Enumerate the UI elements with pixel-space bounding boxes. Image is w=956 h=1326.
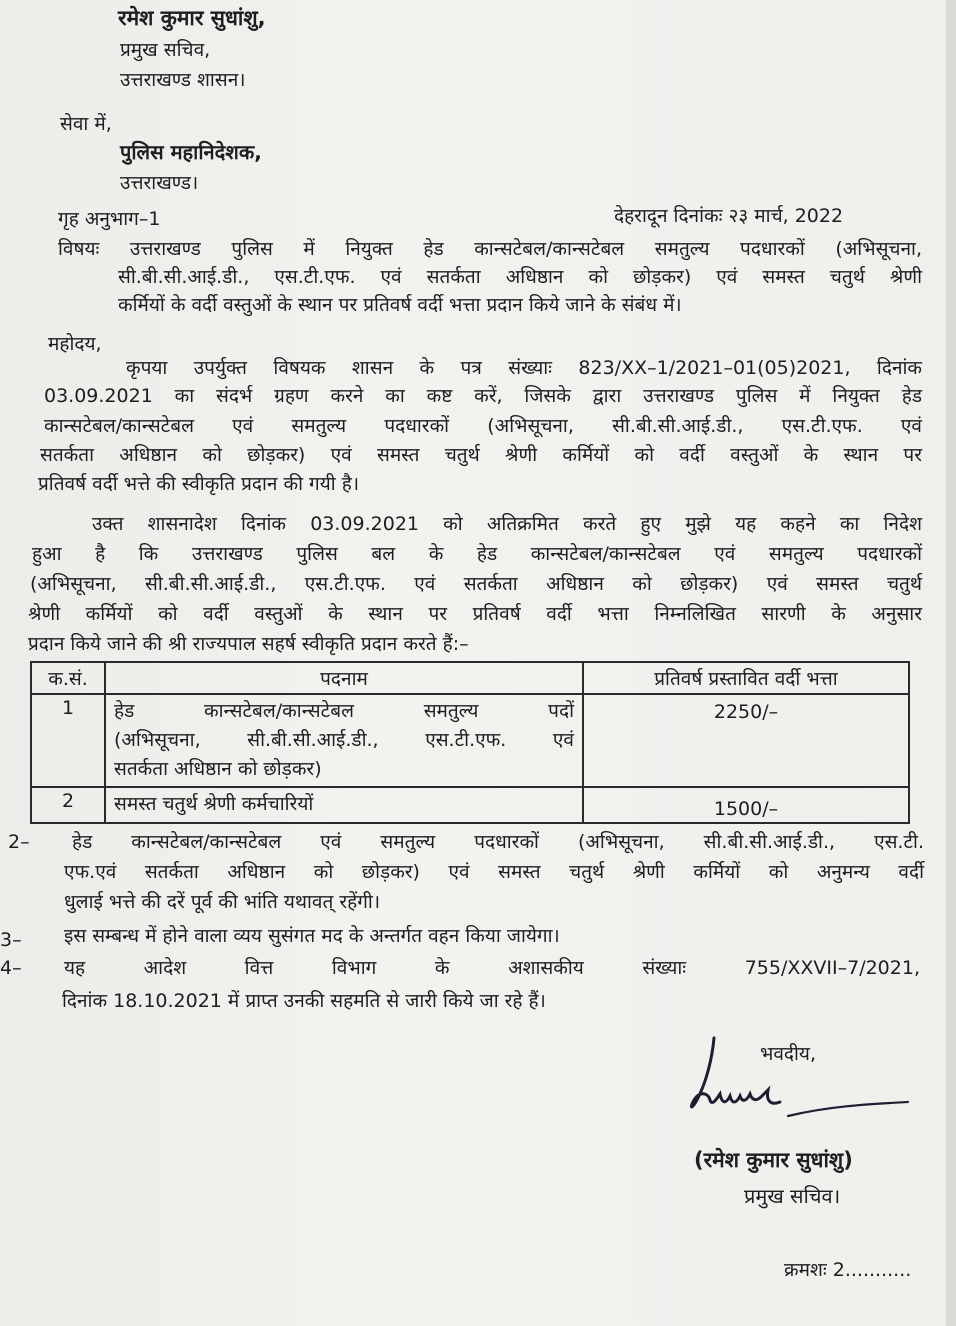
row2-post: समस्त चतुर्थ श्रेणी कर्मचारियों xyxy=(105,787,583,823)
signatory-name: (रमेश कुमार सुधांशु) xyxy=(694,1148,853,1172)
table-row xyxy=(31,787,909,823)
salutation: महोदय, xyxy=(48,333,102,355)
sender-org: उत्तराखण्ड शासन। xyxy=(120,69,246,91)
closing-regards: भवदीय, xyxy=(760,1043,816,1065)
point2-line-1: हेड कान्सटेबल/कान्सटेबल एवं समतुल्य पदधारकों (अभिसूचना, सी.बी.सी.आई.डी., एस.टी. xyxy=(72,831,924,853)
point2-line-2: एफ.एवं सतर्कता अधिष्ठान को छोड़कर) एवं समस्त चतुर्थ श्रेणी कर्मियों को अनुमन्य वर्दी xyxy=(64,861,924,883)
row1-sn: 1 xyxy=(31,694,105,787)
point3-text: इस सम्बन्ध में होने वाला व्यय सुसंगत मद के अन्तर्गत वहन किया जायेगा। xyxy=(64,925,560,947)
point4-line-1: यह आदेश वित्त विभाग के अशासकीय संख्याः 755/XXVII–7/2021, xyxy=(64,957,920,979)
row1-post-line-3: सतर्कता अधिष्ठान को छोड़कर) xyxy=(114,758,322,780)
allowance-table xyxy=(30,661,910,824)
place-date: देहरादून दिनांकः २३ मार्च, 2022 xyxy=(614,205,844,227)
header-allowance: प्रतिवर्ष प्रस्तावित वर्दी भत्ता xyxy=(583,662,909,694)
para2-line-1: उक्त शासनादेश दिनांक 03.09.2021 को अतिक्रमित करते हुए मुझे यह कहने का निदेश xyxy=(92,513,922,535)
para2-line-5: प्रदान किये जाने की श्री राज्यपाल सहर्ष स्वीकृति प्रदान करते हैं:– xyxy=(28,633,469,655)
table-header-row xyxy=(31,662,909,694)
subject-line-2: सी.बी.सी.आई.डी., एस.टी.एफ. एवं सतर्कता अधिष्ठान को छोड़कर) एवं समस्त चतुर्थ श्रेणी xyxy=(118,266,922,288)
subject-line-3: कर्मियों के वर्दी वस्तुओं के स्थान पर प्रतिवर्ष वर्दी भत्ता प्रदान किये जाने के संबंध में। xyxy=(118,294,682,316)
para2-line-2: हुआ है कि उत्तराखण्ड पुलिस बल के हेड कान्सटेबल/कान्सटेबल एवं समतुल्य पदधारकों xyxy=(32,543,922,565)
point4-line-2: दिनांक 18.10.2021 में प्राप्त उनकी सहमति से जारी किये जा रहे हैं। xyxy=(62,990,546,1012)
sender-name: रमेश कुमार सुधांशु, xyxy=(118,6,266,30)
row1-post-line-1: हेड कान्सटेबल/कान्सटेबल समतुल्य पदों xyxy=(114,700,574,722)
row2-sn: 2 xyxy=(31,787,105,823)
continuation-note: क्रमशः 2........... xyxy=(784,1259,912,1281)
section-label: गृह अनुभाग–1 xyxy=(58,208,161,230)
para2-line-3: (अभिसूचना, सी.बी.सी.आई.डी., एस.टी.एफ. एवं सतर्कता अधिष्ठान को छोड़कर) एवं समस्त चतुर्थ xyxy=(30,573,922,595)
table-row xyxy=(31,694,909,787)
point3-number: 3– xyxy=(0,929,22,951)
para1-line-2: 03.09.2021 का संदर्भ ग्रहण करने का कष्ट करें, जिसके द्वारा उत्तराखण्ड पुलिस में नियुक्त हेड xyxy=(44,385,922,407)
recipient-name: पुलिस महानिदेशक, xyxy=(120,140,262,164)
para2-line-4: श्रेणी कर्मियों को वर्दी वस्तुओं के स्थान पर प्रतिवर्ष वर्दी भत्ता निम्नलिखित सारणी के अनुसार xyxy=(28,603,922,625)
row1-post-line-2: (अभिसूचना, सी.बी.सी.आई.डी., एस.टी.एफ. एवं xyxy=(114,729,574,751)
row1-amount: 2250/– xyxy=(583,694,909,787)
row1-post xyxy=(105,694,583,787)
recipient-place: उत्तराखण्ड। xyxy=(120,172,199,194)
signatory-designation: प्रमुख सचिव। xyxy=(744,1184,841,1208)
subject-line-1: विषयः उत्तराखण्ड पुलिस में नियुक्त हेड कान्सटेबल/कान्सटेबल समतुल्य पदधारकों (अभिसूचना, xyxy=(58,238,922,260)
header-sn: क.सं. xyxy=(31,662,105,694)
row2-amount: 1500/– xyxy=(583,787,909,823)
point2-number: 2– xyxy=(8,831,30,853)
para1-line-3: कान्सटेबल/कान्सटेबल एवं समतुल्य पदधारकों (अभिसूचना, सी.बी.सी.आई.डी., एस.टी.एफ. एवं xyxy=(44,415,922,437)
page-edge xyxy=(946,0,956,1326)
signature xyxy=(680,1030,910,1140)
para1-line-1: कृपया उपर्युक्त विषयक शासन के पत्र संख्याः 823/XX–1/2021–01(05)2021, दिनांक xyxy=(126,357,922,379)
para1-line-5: प्रतिवर्ष वर्दी भत्ते की स्वीकृति प्रदान की गयी है। xyxy=(38,473,360,495)
para1-line-4: सतर्कता अधिष्ठान को छोड़कर) एवं समस्त चतुर्थ श्रेणी कर्मियों को वर्दी वस्तुओं के स्थान पर xyxy=(40,444,922,466)
header-post: पदनाम xyxy=(105,662,583,694)
point2-line-3: धुलाई भत्ते की दरें पूर्व की भांति यथावत् रहेंगी। xyxy=(64,891,381,913)
point4-number: 4– xyxy=(0,957,22,979)
sender-designation: प्रमुख सचिव, xyxy=(120,39,211,61)
to-label: सेवा में, xyxy=(60,113,112,135)
